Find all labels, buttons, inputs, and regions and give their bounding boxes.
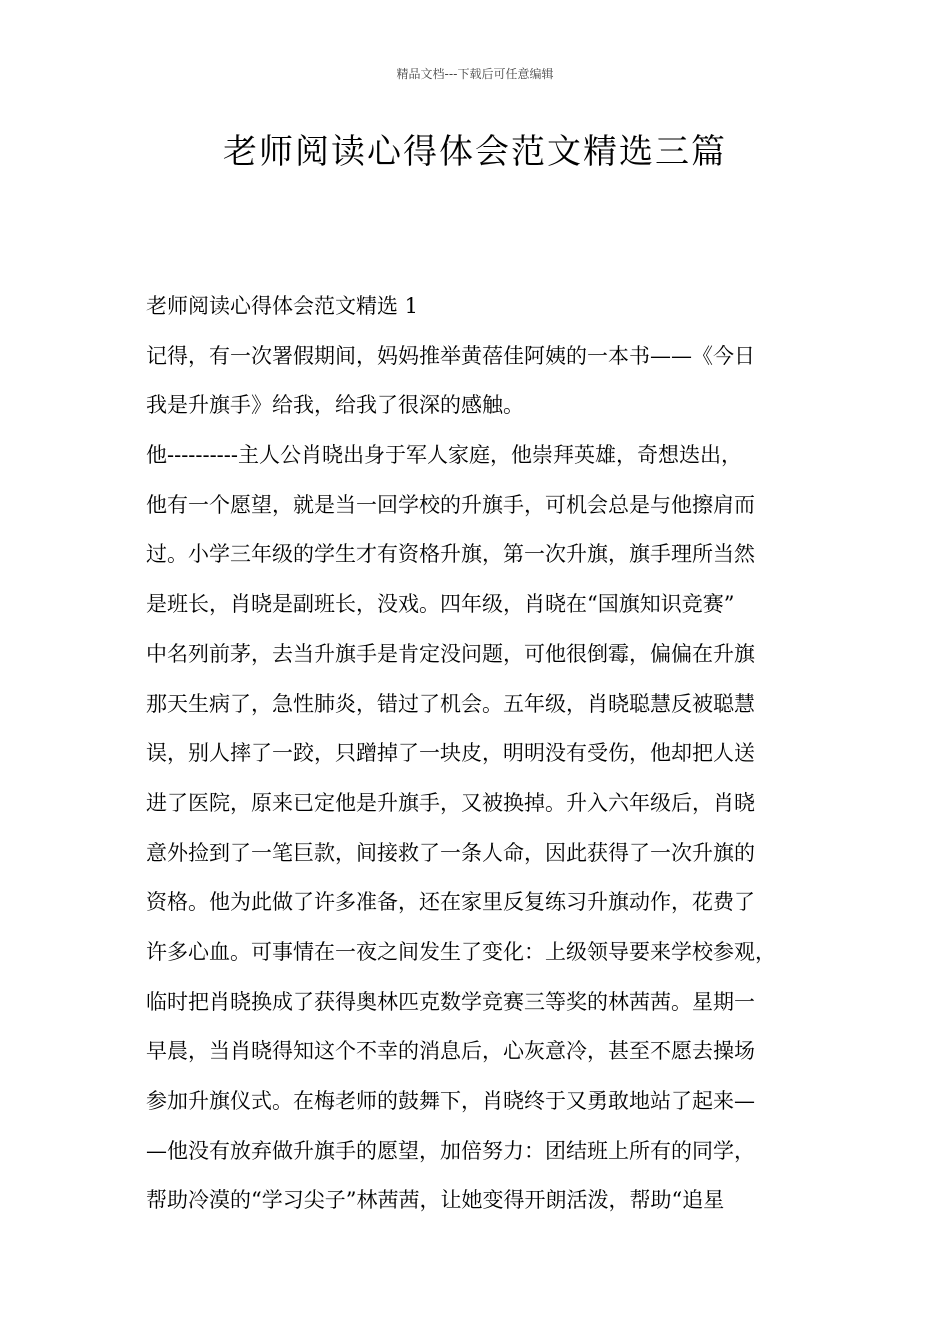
text-line: 我是升旗手》给我，给我了很深的感触。 — [146, 393, 524, 418]
text-line: 误，别人摔了一跤，只蹭掉了一块皮，明明没有受伤，他却把人送 — [146, 741, 755, 766]
text-line: 资格。他为此做了许多准备，还在家里反复练习升旗动作，花费了 — [146, 890, 755, 915]
text-line: 是班长，肖晓是副班长，没戏。四年级，肖晓在“国旗知识竞赛” — [146, 592, 735, 617]
text-line: 他----------主人公肖晓出身于军人家庭，他崇拜英雄，奇想迭出， — [146, 443, 742, 468]
text-line: 早晨，当肖晓得知这个不幸的消息后，心灰意冷，甚至不愿去操场 — [146, 1039, 755, 1064]
document-title: 老师阅读心得体会范文精选三篇 — [223, 132, 727, 172]
text-line: 进了医院，原来已定他是升旗手，又被换掉。升入六年级后，肖晓 — [146, 790, 755, 815]
text-line: 帮助冷漠的“学习尖子”林茜茜，让她变得开朗活泼，帮助“追星 — [146, 1188, 725, 1213]
document-body — [146, 282, 836, 1226]
text-line: 记得，有一次署假期间，妈妈推举黄蓓佳阿姨的一本书——《今日 — [146, 343, 755, 368]
text-line: —他没有放弃做升旗手的愿望，加倍努力：团结班上所有的同学， — [146, 1138, 755, 1163]
text-line: 许多心血。可事情在一夜之间发生了变化：上级领导要来学校参观， — [146, 939, 776, 964]
header-watermark: 精品文档---下载后可任意编辑 — [396, 67, 554, 81]
section-heading: 老师阅读心得体会范文精选 1 — [146, 294, 419, 318]
text-line: 临时把肖晓换成了获得奥林匹克数学竞赛三等奖的林茜茜。星期一 — [146, 989, 755, 1014]
text-line: 中名列前茅，去当升旗手是肯定没问题，可他很倒霉，偏偏在升旗 — [146, 641, 755, 666]
text-line: 他有一个愿望，就是当一回学校的升旗手，可机会总是与他擦肩而 — [146, 492, 755, 517]
text-line: 过。小学三年级的学生才有资格升旗，第一次升旗，旗手理所当然 — [146, 542, 755, 567]
text-line: 那天生病了，急性肺炎，错过了机会。五年级，肖晓聪慧反被聪慧 — [146, 691, 755, 716]
text-line: 意外捡到了一笔巨款，间接救了一条人命，因此获得了一次升旗的 — [146, 840, 755, 865]
text-line: 参加升旗仪式。在梅老师的鼓舞下，肖晓终于又勇敢地站了起来— — [146, 1089, 755, 1113]
